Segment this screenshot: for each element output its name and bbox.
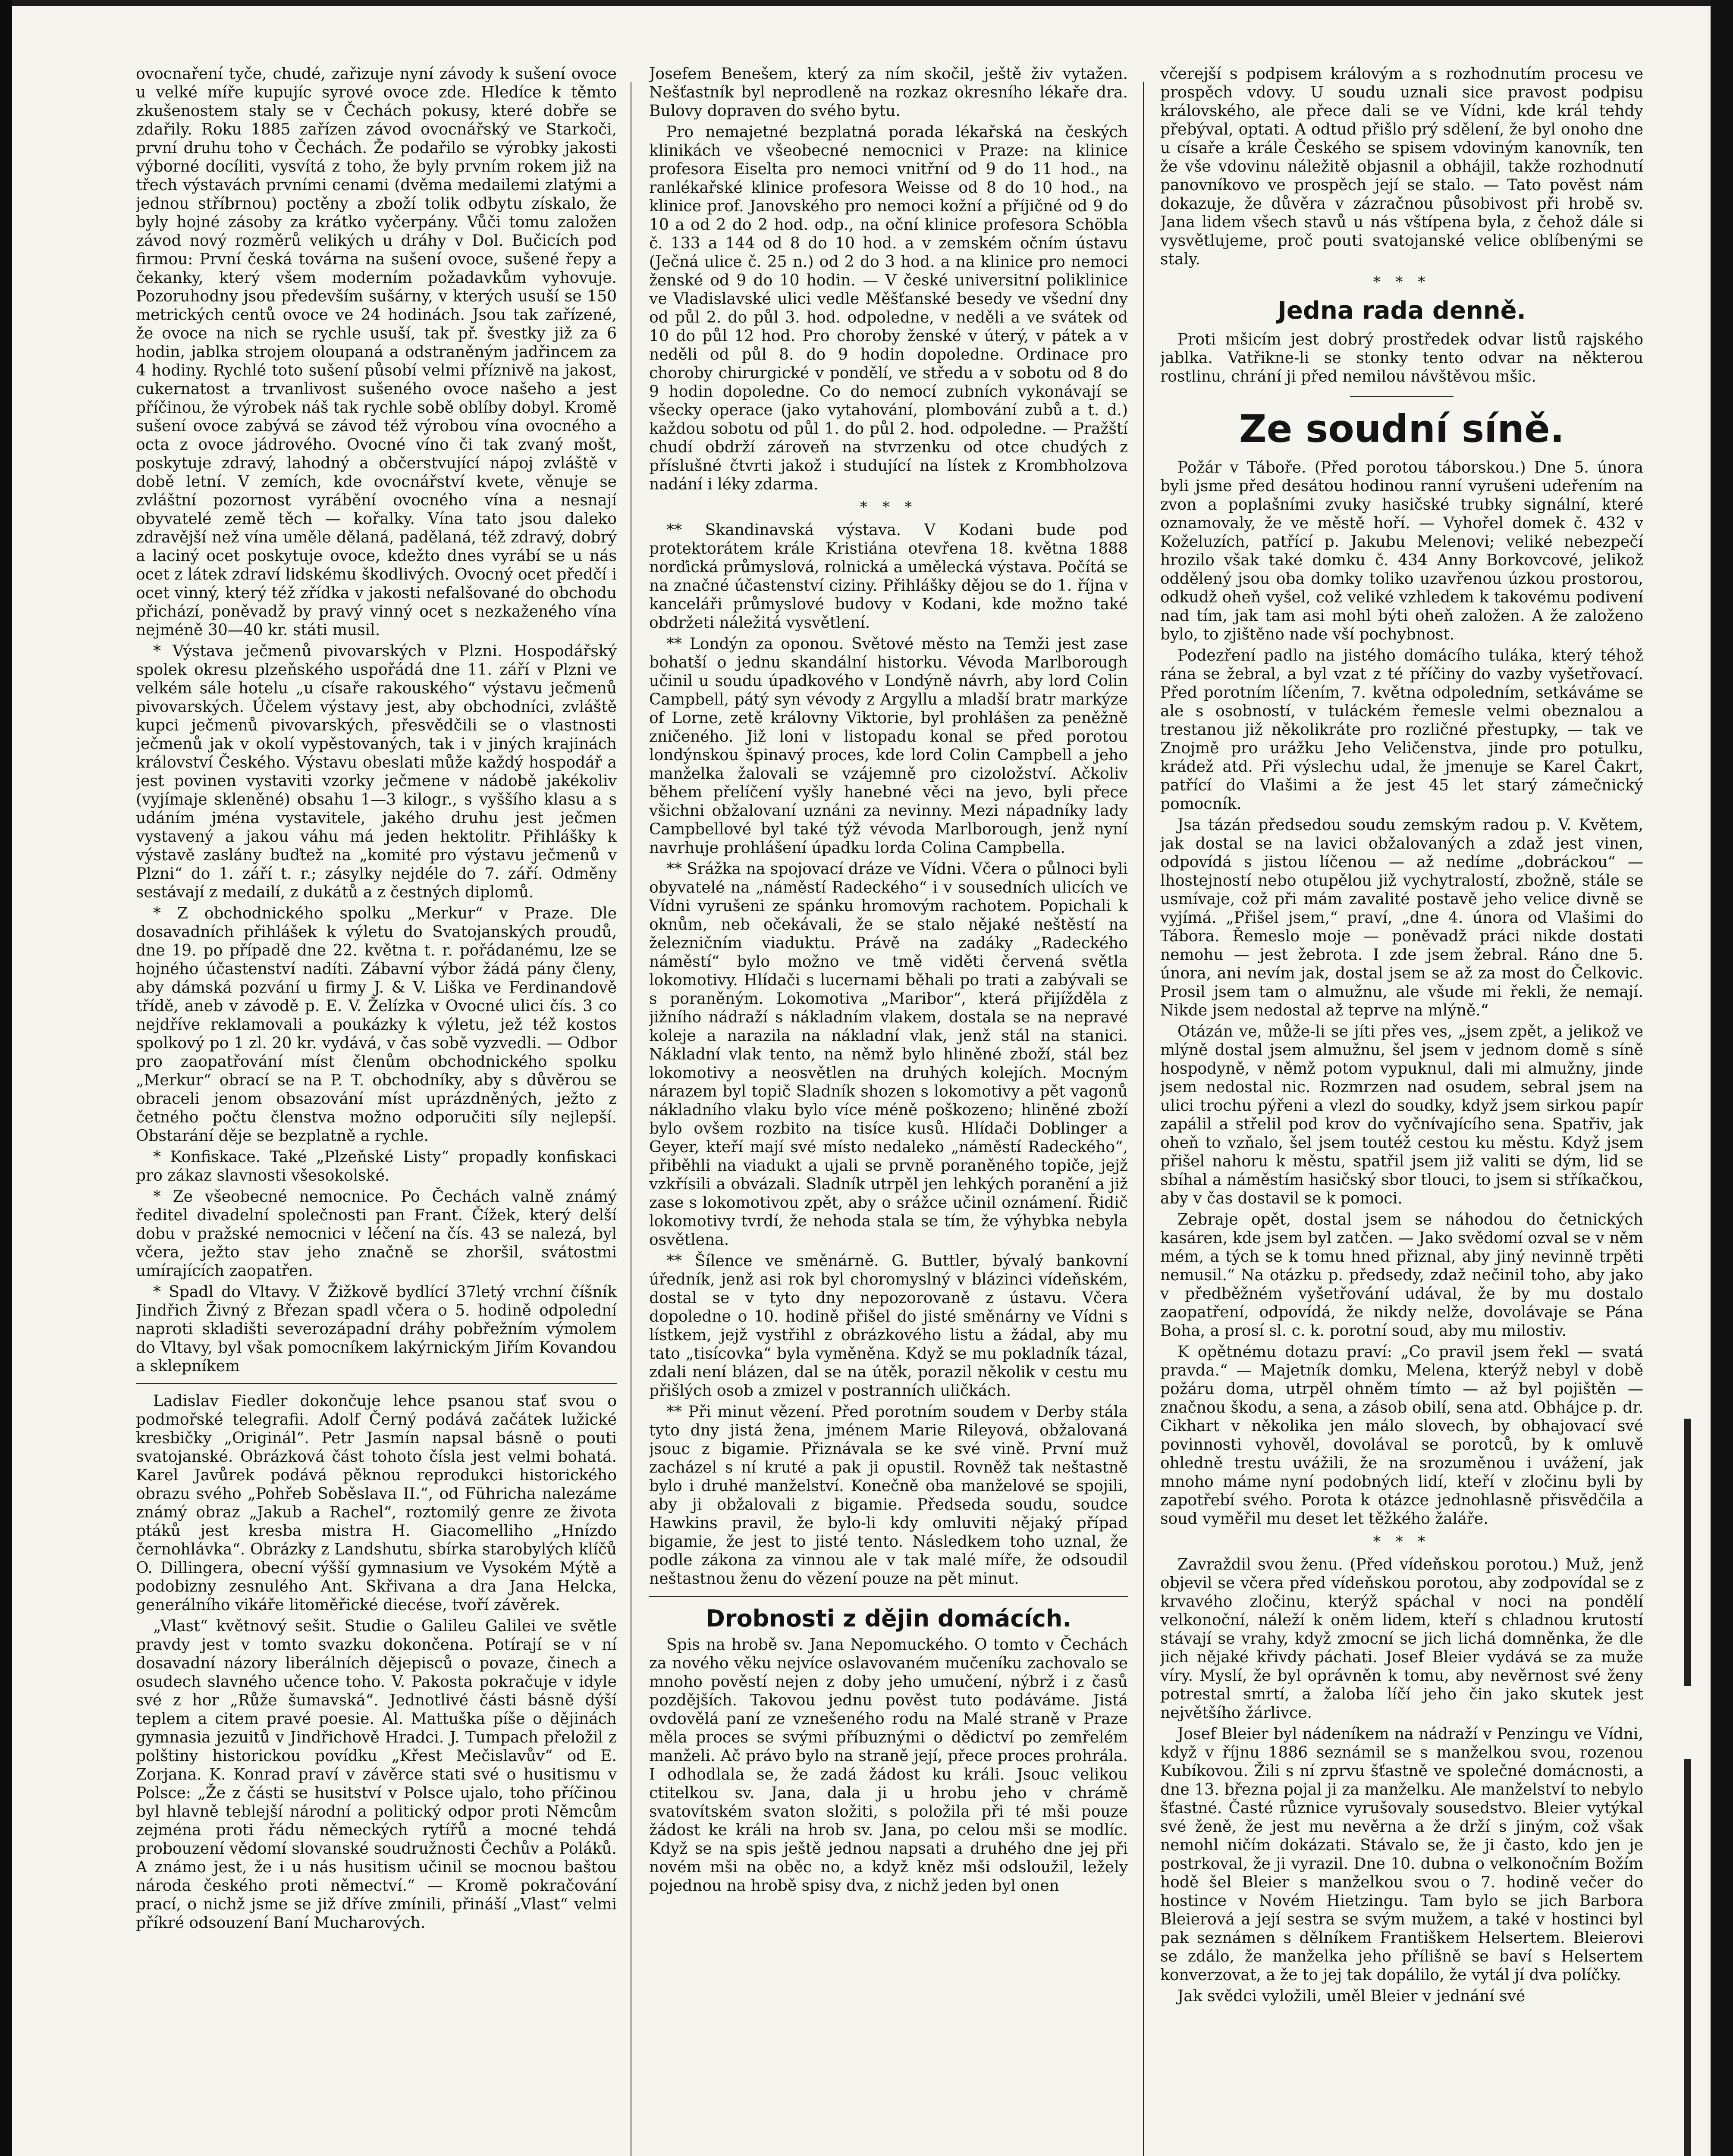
article-text: ** Skandinavská výstava. V Kodani bude pod protektorátem krále Kristiána otevřena 18. května 1888 norďická průmyslová, rolnická a umělecká výstava. Počítá se na značné účastenství ciziny. Přihlášky dějou se do 1. října v kanceláři průmyslové budovy v Kodani, kde možno také obdržeti náležitá vysvětlení. (649, 521, 1128, 632)
court-report: K opětnému dotazu praví: „Co pravil jsem řekl — svatá pravda.“ — Majetník domku, Melena, kterýž nebyl v době požáru doma, utrpěl ohněm tímto — až byl pojištěn — značnou škodu, a sena, a zásob obilí, sena atd. Obhájce p. dr. Cikhart v několika jen málo slovech, by obhajovací své povinnosti vyhověl, dovolával se porotců, by k omluvě ohledně trestu uvážili, že na srozuměnou i uvážení, jak mnoho máme nyní podobných lidí, kteří v zločinu byli by zapotřebí svého. Porota k otázce jednohlasně přisvědčila a soud vyměřil mu deset let těžkého žaláře. (1160, 1343, 1643, 1528)
article-text: Pro nemajetné bezplatná porada lékařská na českých klinikách ve všeobecné nemocnici v Praze: na klinice profesora Eiselta pro nemoci vnitřní od 9 do 11 hod., na ranlékařské klinice profesora Weisse od 8 do 10 hod., na klinice prof. Janovského pro nemoci kožní a příjičné od 9 do 10 a od 2 do 2 hod. odp., na oční klinice profesora Schöbla č. 133 a 144 od 8 do 10 hod. a v zemském očním ústavu (Ječná ulice č. 25 n.) od 2 do 3 hod. a na klinice pro nemoci ženské od 9 do 10 hodin. — V české universitní poliklinice ve Vladislavské ulici vedle Měšťanské besedy ve všední dny od půl 2. do půl 3. hod. odpoledne, v neděli a ve svátek od 10 do půl 12 hod. Pro choroby ženské v úterý, v pátek a v neděli od půl 8. do 9 hodin dopoledne. Ordinace pro choroby chirurgické v pondělí, ve středu a v sobotu od 8 do 9 hodin dopoledne. Co do nemocí zubních vykonávají se všecky operace (jako vytahování, plombování zubů a t. d.) každou sobotu od půl 1. do půl 2. hod. odpoledne. — Pražští chudí obdrží zároveň na stvrzenku od otce chudých z příslušné čtvrti jakož i studující na lístek z Krombholzova nadání i léky zdarma. (649, 123, 1128, 493)
literary-review: Ladislav Fiedler dokončuje lehce psanou stať svou o podmořské telegrafii. Adolf Černý podává začátek lužické kresbičky „Originál“. Petr Jasmín napsal básně o pouti svatojanské. Obrázková část tohoto čísla jest velmi bohatá. Karel Javůrek podává pěknou reprodukci historického obrazu svého „Pohřeb Soběslava II.“, od Führicha nalezáme známý obraz „Jakub a Rachel“, roztomilý genre ze života ptáků jest kresba mistra H. Giacomelliho „Hnízdo černohlávka“. Obrázky z Landshutu, sbírka starobylých klíčů O. Dillingera, obecní výšší gymnasium ve Vysokém Mýtě a podobizny zesnulého Ant. Skřivana a dra Jana Helcka, generálního vikáře litoměřické diecése, tvoří závěrek. (136, 1392, 617, 1614)
article-text: včerejší s podpisem královým a s rozhodnutím procesu ve prospěch vdovy. U soudu uznali sice pravost podpisu královského, ale přece dali se ve Vídni, kde král tehdy přebýval, optati. A odtud přišlo prý sdělení, že byl onoho dne u císaře a krále Českého se spisem vdoviným kanovník, ten že vše vdovinu náležitě objasnil a obhájil, takže rozhodnutí panovníkovo ve prospěch její se stalo. — Tato pověst nám dokazuje, že důvěra v zázračnou působivost při hrobě sv. Jana lidem všech stavů u nás vštípena byla, z čehož dále si vysvětlujeme, proč pouti svatojanské velice oblíbenými se staly. (1160, 65, 1643, 268)
column-left (136, 65, 617, 2156)
scan-top-edge (0, 0, 1733, 6)
literary-review: „Vlast“ květnový sešit. Studie o Galileu Galilei ve světle pravdy jest v tomto svazku dokončena. Potírají se v ní dosavadní názory liberálních dějepisců o povaze, činech a osudech slavného učence toho. V. Pakosta pokračuje v idyle své z hor „Růže šumavská“. Jednotlivé části básně dýší teplem a citem pravé poesie. Al. Mattuška píše o dějinách gymnasia jezuitů v Jindřichově Hradci. J. Tumpach přeložil z polštiny historickou povídku „Křest Mečislavův“ od E. Zorjana. K. Konrad praví v závěrce stati své o husitismu v Polsce: „Že z části se husitství v Polsce ujalo, toho příčinou byl hlavně teblejší národní a politický odpor proti Němcům zejména proti řádu německých rytířů a mocné tehdá probouzení vědomí slovanské soudružnosti Čechův a Poláků. A známo jest, že i u nás husitism učinil se mocnou baštou národa českého proti němectví.“ — Kromě pokračování prací, o nichž jsme se již dříve zmínili, přináší „Vlast“ velmi příkré odsouzení Baní Mucharových. (136, 1617, 617, 1932)
court-report: Jak svědci vyložili, uměl Bleier v jednání své (1177, 1987, 1526, 2005)
scan-right-edge (1711, 0, 1733, 2156)
column-right (1160, 65, 1643, 2156)
court-report: Podezření padlo na jistého domácího tuláka, který téhož rána se žebral, a byl vzat z té příčiny do vazby vyšetřovací. Před porotním líčením, 7. května odpoledním, setkáváme se ale s osobností, v tuláckém řemesle velmi obeznalou a trestanou již několikráte pro rozličné přestupky, — tak ve Znojmě pro urážku Jeho Veličenstva, jinde pro potulku, krádež atd. Při výslechu udal, že jmenuje se Karel Čakrt, patřící do Vlašimi a že jest 45 let starý zámečnický pomocník. (1160, 647, 1643, 813)
binding-shadow (1684, 1759, 1691, 2156)
article-text: Josefem Benešem, který za ním skočil, ještě živ vytažen. Nešťastník byl neprodleně na rozkaz okresního lékaře dra. Bulovy dopraven do svého bytu. (649, 65, 1128, 120)
court-report: Otázán ve, může-li se jíti přes ves, „jsem zpět, a jelikož ve mlýně dostal jsem almužnu, šel jsem v jednom domě s síně hospodyně, v němž potom vypuknul, dali mi almužny, jinde jsem nedostal nic. Rozmrzen nad osudem, sebral jsem na ulici trochu pýřeni a vlezl do soudky, když jsem sirkou papír zapálil a střelil pod krov do vyčnívajícího sena. Spatřiv, jak oheň to vzňalo, šel jsem toutéž cestou ku městu. Když jsem přišel nahoru k městu, spatřil jsem již valiti se dým, lid se sbíhal a náměstím hasičský sbor tlouci, to jsem si stříkačkou, aby v čas dostavil se k pomoci. (1160, 1023, 1643, 1207)
article-text: * Konfiskace. Také „Plzeňské Listy“ propadly konfiskaci pro zákaz slavnosti všesokolské. (136, 1148, 617, 1185)
court-report: Jsa tázán předsedou soudu zemským radou p. V. Květem, jak dostal se na lavici obžalovaných a zdaž jest vinen, odpovídá s jistou líčenou — až nedíme „dobráckou“ — lhostejností nebo otupělou již vychytralostí, zbožně, stále se usmívaje, což při mám zavalité postavě jeho velice divně se vyjímá. „Přišel jsem,“ praví, „dne 4. února od Vlašimi do Tábora. Řemeslo moje — poněvadž práci nikde dostati nemohu — jest žebrota. I zde jsem žebral. Ráno dne 5. února, ani nevím jak, dostal jsem se až za most do Čelkovic. Prosil jsem tam o almužnu, ale všude mi řekli, že nemají. Nikde jsem nedostal až teprve na mlýně.“ (1160, 816, 1643, 1019)
court-report: Zebraje opět, dostal jsem se náhodou do četnických kasáren, kde jsem byl zatčen. — Jako svědomí ozval se v něm mém, a tých se k tomu hned přiznal, aby jiný nevinně trpěti nemusil.“ Na otázku p. předsedy, zdaž nečinil toho, aby jako v předběžném vyšetřování udával, že by mu dostalo zaopatření, odpovídá, že nikdy nelže, dovolávaje se Pána Boha, a prosí sl. c. k. porotní soud, aby mu milostiv. (1160, 1211, 1643, 1340)
section-heading: Ze soudní síně. (1239, 407, 1565, 451)
article-text: * Ze všeobecné nemocnice. Po Čechách valně známý ředitel divadelní společnosti pan Frant. Čížek, který delší dobu v pražské nemocnici v léčení na čís. 43 se nalezá, byl včera, ježto stav jeho značně se zhoršil, svátostmi umírajících zaopatřen. (136, 1188, 617, 1280)
court-report: Zavraždil svou ženu. (Před vídeňskou porotou.) Muž, jenž objevil se včera před vídeňskou porotou, aby zodpovídal se z krvavého zločinu, kterýž spáchal v noci na pondělí velkonoční, náleží k oněm lidem, kteří s chladnou krutostí stávají se vrahy, když zmocní se jich lichá domněnka, že dle jich nějaké křivdy páchati. Josef Bleier vydává se za muže víry. Myslí, že byl oprávněn k tomu, aby nevěrnost své ženy potrestal smrtí, a žaloba líčí jeho čin jako skutek jest největšího žárlivce. (1160, 1556, 1643, 1722)
article-text: ovocnaření tyče, chudé, zařizuje nyní závody k sušení ovoce u velké míře kupujíc syrové ovoce zde. Hledíce k těmto zkušenostem staly se v Čechách pokusy, které dobře se zdařily. Roku 1885 zařízen závod ovocnářský ve Starkoči, první druhu toho v Čechách. Že podařilo se výrobky jakosti výborné docíliti, vysvítá z toho, že byly prvním rokem již na třech výstavách prvními cenami (dvěma medailemi zlatými a jednou stříbrnou) poctěny a zboží tolik odbytu získalo, že byly hojné zásoby za krátko vyčerpány. Vůči tomu založen závod nový rozměrů velikých u dráhy v Dol. Bučicích pod firmou: První česká továrna na sušení ovoce, sušené řepy a čekanky, který všem moderním požadavkům vyhovuje. Pozoruhodny jsou především sušárny, v kterých usuší se 150 metrických centů ovoce ve 24 hodinách. Jsou tak zařízené, že ovoce na nich se rychle usuší, tak př. švestky již za 6 hodin, jablka strojem oloupaná a odstraněným jadřincem za 4 hodiny. Rychlé toto sušení působí velmi příznivě na jakost, cukernatost a trvanlivost sušeného ovoce našeho a jest příčinou, že výrobek náš tak rychle sobě oblíby dobyl. Kromě sušení ovoce zabývá se závod též výrobou vína ovocného a octa z ovoce jádrového. Ovocné víno či tak zvaný mošt, poskytuje zdravý, lahodný a občerstvující nápoj zvláště v době letní. V zemích, kde ovocnářství kvete, věnuje se zvláštní pozornost vyrábění ovocného vína a nesnají obyvatelé země těch — kořalky. Vína tato jsou daleko zdravější než vína uměle dělaná, padělaná, též zdravý, dobrý a laciný ocet poskytuje ovoce, kdežto dnes vyrábí se u nás ocet z látek zdraví lidskému škodlivých. Ovocný ocet předčí i ocet vinný, který též zřídka v jakosti nefalšované do obchodu přichází, poněvadž by pravý vinný ocet s nezkaženého vína nejméně 30—40 kr. státi musil. (136, 65, 617, 639)
column-middle (649, 65, 1128, 2156)
article-text: ** Při minut vězení. Před porotním soudem v Derby stála tyto dny jistá žena, jménem Marie Rileyová, obžalovaná jsouc z bigamie. Přiznávala se ke své vině. První muž zacházel s ní kruté a pak ji opustil. Rovněž tak neštastně bylo i druhé manželství. Konečně oba manželové se spojili, aby ji obžalovali z bigamie. Předseda soudu, soudce Hawkins pravil, že bylo-li kdy omluviti nějaký případ bigamie, že jest to jisté tento. Následkem toho uznal, že podle zákona za vinnou ale v tak malé míře, že odsoudil neštastnou ženu do vězení pouze na pět minut. (649, 1403, 1128, 1588)
section-heading: Drobnosti z dějin domácích. (706, 1605, 1071, 1632)
section-heading: Jedna rada denně. (1278, 297, 1526, 325)
separator-stars: * * * (1373, 273, 1431, 291)
court-report: Josef Bleier byl nádeníkem na nádraží v Penzingu ve Vídni, když v říjnu 1886 seznámil se s manželkou svou, rozenou Kubíkovou. Žili s ní zprvu šťastně ve společné domácnosti, a dne 13. března pojal ji za manželku. Ale manželství to nebylo šťastné. Časté různice vyrušovaly sousedstvo. Bleier vytýkal své ženě, že jest mu nevěrna a že drží s jiným, což však nemohl ničím dokázati. Stávalo se, že ji často, kdo jen je postrkoval, že ji vyrazil. Dne 10. dubna o velkonočním Božím hodě šel Bleier s manželkou svou o 7. hodině večer do hostince v Novém Hietzingu. Tam bylo se jich Barbora Bleierová a její sestra se svým mužem, a také v hostinci byl pak seznámen s dělníkem Františkem Helsertem. Bleierovi se zdálo, že manželka jeho přílišně se baví s Helsertem konverzovat, a že to jej tak dopálilo, že vytál jí dva políčky. (1160, 1725, 1643, 1984)
article-text: * Spadl do Vltavy. V Žižkově bydlící 37letý vrchní číšník Jindřich Živný z Březan spadl včera o 5. hodině odpolední naproti skladišti severozápadní dráhy pobřežním výmolem do Vltavy, byl však pomocníkem lakýrnickým Jiřím Kovandou a sklepníkem (136, 1283, 617, 1375)
article-text: ** Šílence ve směnárně. G. Buttler, bývalý bankovní úředník, jenž asi rok byl choromyslný v blázinci vídeňském, dostal se v tyto dny nepozorovaně z ústavu. Včera dopoledne o 10. hodině přišel do jisté směnárny ve Vídni s lístkem, jejž vystřihl z obrázkového listu a žádal, aby mu tato „tisícovka“ byla vyměněna. Když se mu pokladník tázal, zdali není blázen, dal se na útěk, porazil několik v cestu mu přišlých osob a zmizel v postranních uličkách. (649, 1252, 1128, 1400)
court-report: Požár v Táboře. (Před porotou táborskou.) Dne 5. února byli jsme před desátou hodinou ranní vyrušeni udeřením na zvon a poplašními zvuky hasičské trubky signální, které oznamovaly, že ve městě hoří. — Vyhořel domek č. 432 v Koželuzích, patřící p. Jakubu Melenovi; veliké nebezpečí hrozilo však také domku č. 434 Anny Borkovcové, jelikož oddělený jsou oba domky toliko uzavřenou úzkou prostorou, odkudž oheň vyšel, což veliké vzhledem k takovému podivení nad tím, jak tam asi mohl býti oheň založen. A že založeno bylo, to zjištěno nade vší pochybnost. (1160, 459, 1643, 643)
scan-left-edge (0, 0, 12, 2156)
section-divider (649, 1596, 1128, 1597)
article-text: Spis na hrobě sv. Jana Nepomuckého. O tomto v Čechách za nového věku nejvíce oslavovaném mučeníku zachovalo se mnoho pověstí nejen z doby jeho umučení, nýbrž i z časů pozdějších. Takovou jednu pověst tuto podáváme. Jistá ovdovělá paní ze vznešeného rodu na Malé straně v Praze měla proces se svými příbuznými o dědictví po zemřelém manželi. Ač právo bylo na straně její, přece proces prohrála. I odhodlala se, že zadá žádost ku králi. Jsouc velikou ctitelkou sv. Jana, dala ji u hrobu jeho v chrámě svatovítském svaton složiti, s položila při té mši pouze žádost ke králi na hrob sv. Jana, po celou mši se modlíc. Když se na spis ještě jednou napsati a druhého dne jej při novém mši na oběc no, a když kněz mši odsloužil, ležely pojednou na hrobě spisy dva, z nichž jeden byl onen (649, 1636, 1128, 1895)
separator-stars: * * * (1373, 1533, 1431, 1550)
section-divider (1350, 396, 1454, 397)
column-divider (1143, 82, 1144, 2156)
article-text: Proti mšicím jest dobrý prostředek odvar listů rajského jablka. Vatřikne-li se stonky tento odvar na některou rostlinu, chrání ji před nemilou návštěvou mšic. (1160, 331, 1643, 385)
article-text: ** Srážka na spojovací dráze ve Vídni. Včera o půlnoci byli obyvatelé na „náměstí Radeckého“ i v sousedních ulicích ve Vídni vyrušeni ze spánku hromovým rachotem. Popichali k oknům, neb očekávali, že se stalo nějaké neštěstí na železničním viaduktu. Právě na zadáky „Radeckého náměstí“ bylo možno ve tmě viděti červená světla lokomotivy. Hlídači s lucernami běhali po trati a zabývali se s poraněným. Lokomotiva „Maribor“, která přijížděla z jižního nádraží s nákladním vlakem, dostala se na nepravé koleje a narazila na nákladní vlak, jenž stál na stanici. Nákladní vlak tento, na němž bylo hliněné zboží, stál bez lokomotivy a neosvětlen na druhých kolejích. Mocným nárazem byl topič Sladník shozen s lokomotivy a pět vagonů nákladního vlaku bylo více méně poškozeno; hliněné zboží bylo ovšem rozbito na tisíce kusů. Hlídači Doblinger a Geyer, kteří mají své místo nedaleko „náměstí Radeckého“, přiběhli na viadukt a ujali se prvně poraněného topiče, jejž vzkřísili a obvázali. Sladník utrpěl jen lehkých poranění a již zase s lokomotivou zpět, aby o srážce učinil oznámení. Řidič lokomotivy tvrdí, že nehoda stala se tím, že výhybka nebyla osvětlena. (649, 860, 1128, 1249)
binding-shadow (1684, 1419, 1691, 1686)
article-text: ** Londýn za oponou. Světové město na Temži jest zase bohatší o jednu skandální historku. Vévoda Marlborough učinil u soudu úpadkového v Londýně návrh, aby lord Colin Campbell, pátý syn vévody z Argyllu a mladší bratr markýze of Lorne, zetě královny Viktorie, byl prohlášen za peněžně zničeného. Již loni v listopadu konal se před porotou londýnskou špinavý proces, kde lord Colin Campbell a jeho manželka žalovali se vzájemně pro cizoložství. Ačkoliv během přelíčení vyšly hanebné věci na jevo, byli přece všichni obžalovaní uznáni za nevinny. Mezi nápadníky lady Campbellové byl také týž vévoda Marlborough, jenž nyní navrhuje prohlášení úpadku lorda Colina Campbella. (649, 635, 1128, 857)
article-text: * Z obchodnického spolku „Merkur“ v Praze. Dle dosavadních přihlášek k výletu do Svatojanských proudů, dne 19. po případě dne 22. května t. r. pořádanému, lze se hojného účastenství nadíti. Zábavní výbor žádá pány členy, aby dámská pozvání u firmy J. & V. Liška ve Ferdinandově třídě, aneb v závodě p. E. V. Želízka v Ovocné ulici čís. 3 co nejdříve reklamovali a poukázky k výletu, jež též kostos spolkový po 1 zl. 20 kr. vydává, v čas sobě vyzvedli. — Odbor pro zaopatřování míst členům obchodnického spolku „Merkur“ obrací se na P. T. obchodníky, aby s důvěrou se obraceli jenom obsazování míst uprázdněných, ježto z četného počtu členstva možno odporučiti síly nejlepší. Obstarání děje se bezplatně a rychle. (136, 905, 617, 1145)
separator-stars: * * * (860, 498, 917, 516)
article-text: * Výstava ječmenů pivovarských v Plzni. Hospodářský spolek okresu plzeňského uspořádá dne 11. září v Plzni ve velkém sále hotelu „u císaře rakouského“ výstavu ječmenů pivovarských. Účelem výstavy jest, aby obchodníci, zvláště kupci ječmenů pivovarských, přesvědčili se o vlastnosti ječmenů jak v okolí vypěstovaných, tak i v jiných krajinách království Českého. Výstavu obeslati může každý hospodář a jest povinen vystaviti vzorky ječmene v nádobě jakékoliv (vyjímaje skleněné) obsahu 1—3 kilogr., s vyššího klasu a s udáním jména vystavitele, jakého druhu jest ječmen vystavený a jakou váhu má jeden hektolitr. Přihlášky k výstavě zaslány buďtež na „komité pro výstavu ječmenů v Plzni“ do 1. září t. r.; zásylky nejdéle do 7. září. Odměny sestávají z medailí, z dukátů a z čestných diplomů. (136, 642, 617, 901)
section-divider (136, 1383, 617, 1384)
